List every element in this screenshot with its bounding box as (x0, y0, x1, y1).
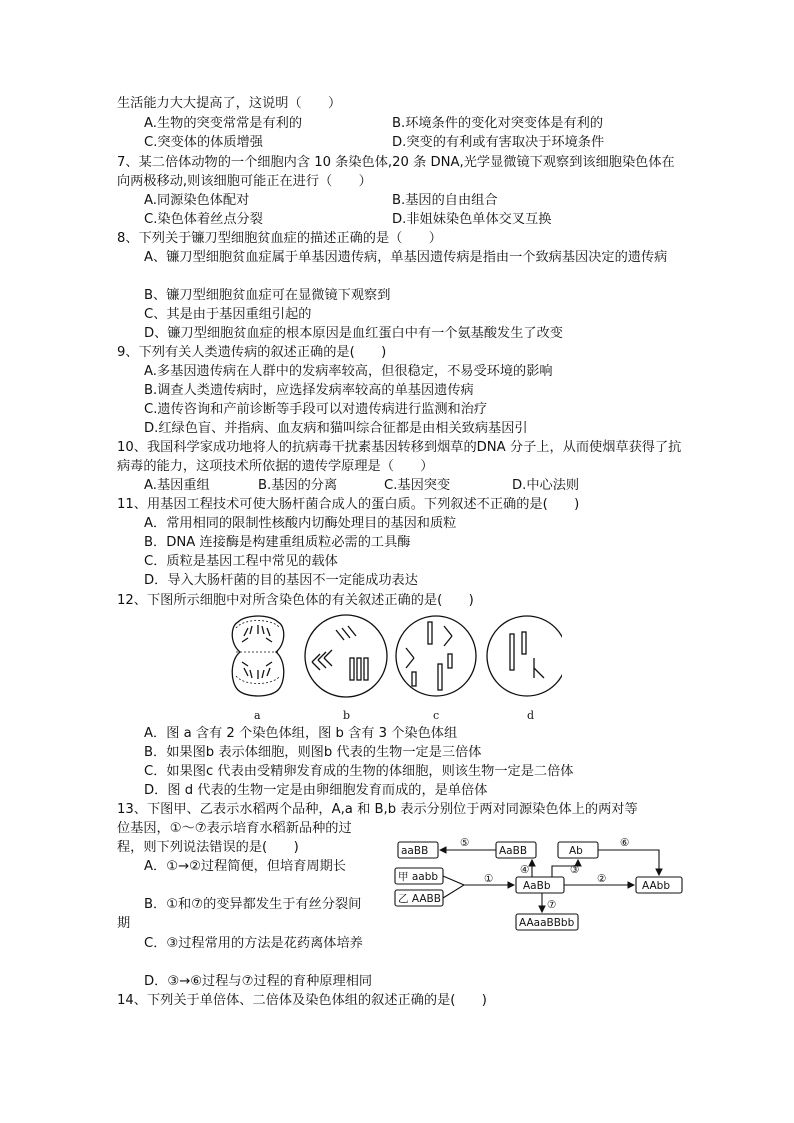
q7-option-c[interactable]: C.染色体着丝点分裂 (144, 212, 263, 227)
q10-option-b[interactable]: B.基因的分离 (258, 478, 338, 493)
q8-stem: 8、下列关于镰刀型细胞贫血症的描述正确的是（ ） (117, 231, 442, 246)
cell-a-image (232, 616, 284, 696)
q11-option-d[interactable]: D．导入大肠杆菌的目的基因不一定能成功表达 (144, 573, 418, 588)
diagram-Ab: Ab (569, 845, 583, 857)
diagram-aaBB: aaBB (401, 845, 429, 857)
diagram-AaBB: AaBB (499, 845, 528, 857)
q9-option-c[interactable]: C.遗传咨询和产前诊断等手段可以对遗传病进行监测和治疗 (144, 402, 488, 417)
q14-stem: 14、下列关于单倍体、二倍体及染色体组的叙述正确的是( ) (117, 993, 487, 1008)
diagram-step-5: ⑤ (460, 837, 470, 849)
q7-option-d[interactable]: D.非姐妹染色单体交叉互换 (392, 212, 552, 227)
q11-option-c[interactable]: C．质粒是基因工程中常见的载体 (144, 554, 338, 569)
q8-option-c[interactable]: C、其是由于基因重组引起的 (144, 307, 312, 322)
cell-d-image (487, 616, 562, 696)
q9-stem: 9、下列有关人类遗传病的叙述正确的是( ) (117, 345, 387, 360)
q10-stem: 10、我国科学家成功地将人的抗病毒干扰素基因转移到烟草的DNA 分子上，从而使烟草获得了抗病毒的能力，这项技术所依据的遗传学原理是（ ） (117, 440, 682, 474)
q11-stem: 11、用基因工程技术可使大肠杆菌合成人的蛋白质。下列叙述不正确的是( ) (117, 497, 580, 512)
cell-b-image (305, 615, 387, 697)
q13-stem-line-2: 位基因，①～⑦表示培育水稻新品种的过 (117, 821, 352, 836)
q7-option-a[interactable]: A.同源染色体配对 (144, 193, 250, 208)
q9-option-b[interactable]: B.调查人类遗传病时，应选择发病率较高的单基因遗传病 (144, 383, 474, 398)
q7-option-b[interactable]: B.基因的自由组合 (392, 193, 498, 208)
q12-option-a[interactable]: A．图 a 含有 2 个染色体组，图 b 含有 3 个染色体组 (144, 726, 458, 741)
q13-option-c[interactable]: C．③过程常用的方法是花药离体培养 (144, 936, 363, 951)
q7-stem: 7、某二倍体动物的一个细胞内含 10 条染色体,20 条 DNA,光学显微镜下观察到该细胞染色体在向两极移动,则该细胞可能正在进行（ ） (117, 155, 675, 189)
q10-option-d[interactable]: D.中心法则 (512, 478, 580, 493)
diagram-step-4: ④ (520, 864, 530, 876)
diagram-step-6: ⑥ (620, 837, 630, 849)
diagram-step-3: ③ (570, 864, 580, 876)
cell-c-image (396, 616, 476, 696)
q12-option-d[interactable]: D．图 d 代表的生物一定是由卵细胞发育而成的，是单倍体 (144, 783, 488, 798)
q11-option-b[interactable]: B．DNA 连接酶是构建重组质粒必需的工具酶 (144, 535, 411, 550)
q9-option-d[interactable]: D.红绿色盲、并指病、血友病和猫叫综合征都是由相关致病基因引 (144, 421, 528, 436)
q6-stem: 生活能力大大提高了，这说明（ ） (117, 96, 342, 111)
q13-stem-line-1: 13、下图甲、乙表示水稻两个品种，A,a 和 B,b 表示分别位于两对同源染色体上的两对等 (117, 802, 638, 817)
q11-option-a[interactable]: A．常用相同的限制性核酸内切酶处理目的基因和质粒 (144, 516, 457, 531)
q13-option-b[interactable]: B．①和⑦的变异都发生于有丝分裂间 (144, 897, 362, 912)
diagram-jia: 甲 aabb (398, 871, 439, 883)
q13-stem-line-3: 程，则下列说法错误的是( ) (117, 840, 299, 855)
q8-option-b[interactable]: B、镰刀型细胞贫血症可在显微镜下观察到 (144, 288, 391, 303)
q13-breeding-diagram (392, 830, 688, 934)
q8-option-a[interactable]: A、镰刀型细胞贫血症属于单基因遗传病，单基因遗传病是指由一个致病基因决定的遗传病 (144, 250, 668, 265)
q12-cell-figure (222, 612, 562, 720)
diagram-AaBb: AaBb (523, 880, 551, 892)
diagram-step-1: ① (484, 873, 494, 885)
q6-option-b[interactable]: B.环境条件的变化对突变体是有利的 (392, 116, 604, 131)
q9-option-a[interactable]: A.多基因遗传病在人群中的发病率较高，但很稳定，不易受环境的影响 (144, 364, 553, 379)
q12-label-a: a (254, 709, 261, 722)
q6-option-c[interactable]: C.突变体的体质增强 (144, 135, 263, 150)
diagram-step-7: ⑦ (547, 899, 557, 911)
q13-option-a[interactable]: A．①→②过程简便，但培育周期长 (144, 859, 346, 874)
diagram-AAaaBBbb: AAaaBBbb (519, 917, 575, 929)
diagram-yi: 乙 AABB (398, 893, 441, 905)
diagram-step-2: ② (597, 873, 607, 885)
q8-option-d[interactable]: D、镰刀型细胞贫血症的根本原因是血红蛋白中有一个氨基酸发生了改变 (144, 326, 563, 341)
q12-option-b[interactable]: B．如果图b 表示体细胞，则图b 代表的生物一定是三倍体 (144, 745, 482, 760)
q12-label-d: d (527, 709, 535, 722)
diagram-AAbb: AAbb (642, 880, 670, 892)
q13-option-b-cont: 期 (117, 916, 131, 931)
q10-option-c[interactable]: C.基因突变 (384, 478, 451, 493)
q12-label-b: b (343, 709, 351, 722)
q6-option-a[interactable]: A.生物的突变常常是有利的 (144, 116, 303, 131)
q12-stem: 12、下图所示细胞中对所含染色体的有关叙述正确的是( ) (117, 593, 474, 608)
q12-option-c[interactable]: C．如果图c 代表由受精卵发育成的生物的体细胞，则该生物一定是二倍体 (144, 764, 574, 779)
q12-label-c: c (433, 709, 440, 722)
q10-option-a[interactable]: A.基因重组 (144, 478, 210, 493)
q13-option-d[interactable]: D．③→⑥过程与⑦过程的育种原理相同 (144, 974, 373, 989)
q6-option-d[interactable]: D.突变的有利或有害取决于环境条件 (392, 135, 605, 150)
